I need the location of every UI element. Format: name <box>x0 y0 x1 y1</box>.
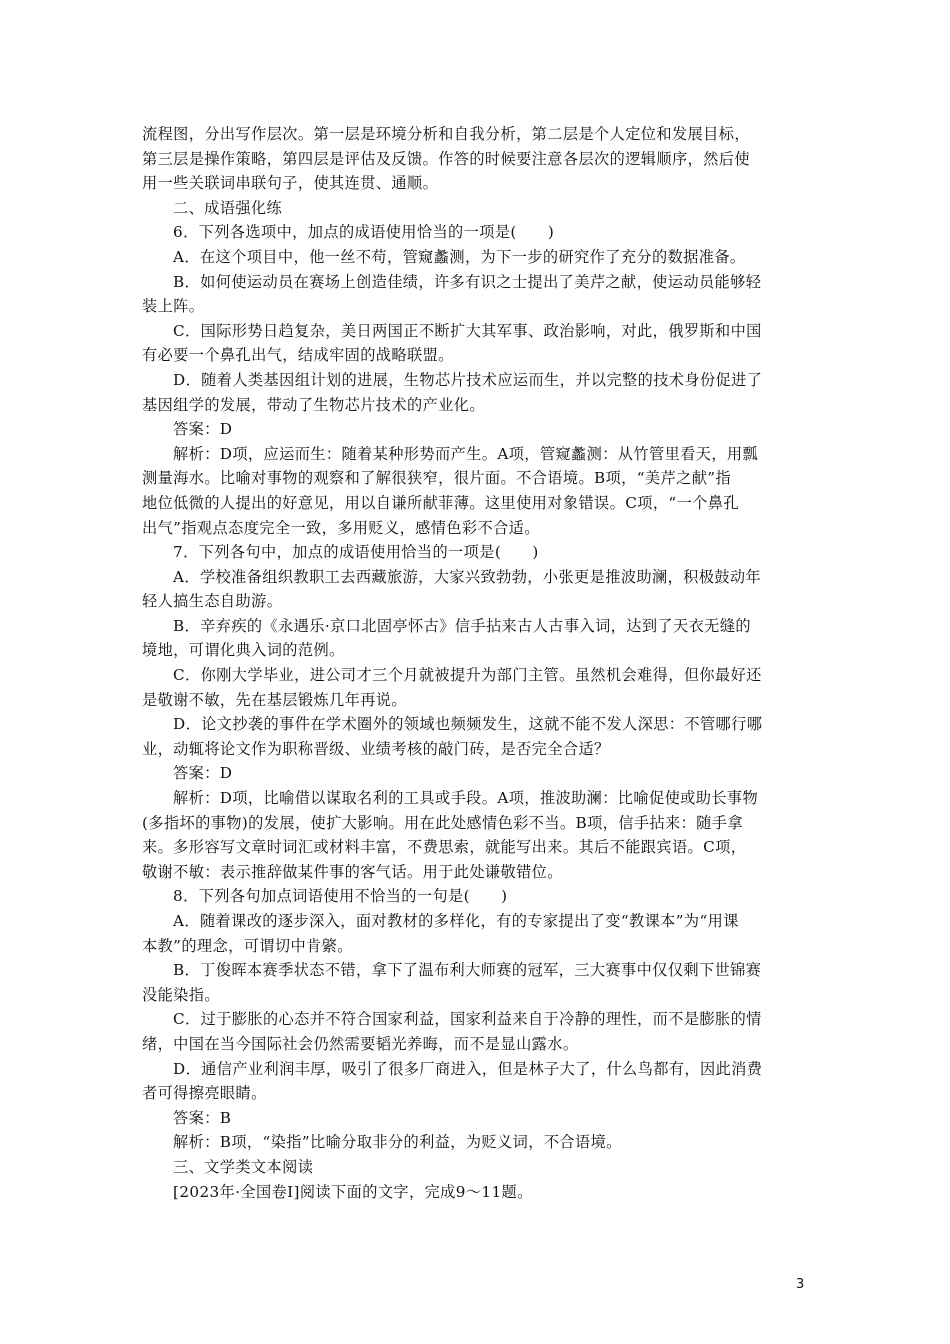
text-line: 地位低微的人提出的好意见，用以自谦所献菲薄。这里使用对象错误。C项，“一个鼻孔 <box>142 493 739 512</box>
text-line: 用一些关联词串联句子，使其连贯、通顺。 <box>142 174 439 193</box>
text-line: 答案：D <box>173 764 233 783</box>
text-line: 没能染指。 <box>142 985 220 1004</box>
text-line: 第三层是操作策略，第四层是评估及反馈。作答的时候要注意各层次的逻辑顺序，然后使 <box>142 149 750 168</box>
text-line: 敬谢不敏：表示推辞做某件事的客气话。用于此处谦敬错位。 <box>142 862 563 881</box>
text-line: 本教”的理念，可谓切中肯綮。 <box>142 936 353 955</box>
text-line: 来。多形容写文章时词汇或材料丰富，不费思索，就能写出来。其后不能跟宾语。C项， <box>142 838 747 857</box>
text-line: D．随着人类基因组计划的进展，生物芯片技术应运而生，并以完整的技术身份促进了 <box>173 370 763 389</box>
text-line: B．丁俊晖本赛季状态不错，拿下了温布利大师赛的冠军，三大赛事中仅仅剩下世锦赛 <box>173 961 762 980</box>
text-line: A．在这个项目中，他一丝不苟，管窥蠡测，为下一步的研究作了充分的数据准备。 <box>173 247 746 266</box>
text-line: 测量海水。比喻对事物的观察和了解很狭窄，很片面。不合语境。B项，“美芹之献”指 <box>142 469 732 488</box>
text-line: 是敬谢不敏，先在基层锻炼几年再说。 <box>142 690 407 709</box>
text-line: 二、成语强化练 <box>173 198 283 217</box>
text-line: D．通信产业利润丰厚，吸引了很多厂商进入，但是林子大了，什么鸟都有，因此消费 <box>173 1059 763 1078</box>
text-line: A．学校准备组织教职工去西藏旅游，大家兴致勃勃，小张更是推波助澜，积极鼓动年 <box>173 567 762 586</box>
text-line: 出气”指观点态度完全一致，多用贬义，感情色彩不合适。 <box>142 518 540 537</box>
text-line: 流程图，分出写作层次。第一层是环境分析和自我分析，第二层是个人定位和发展目标， <box>142 125 750 143</box>
text-line: 8．下列各句加点词语使用不恰当的一句是( ) <box>173 887 508 906</box>
text-line: 装上阵。 <box>142 297 205 316</box>
text-line: 6．下列各选项中，加点的成语使用恰当的一项是( ) <box>173 223 555 242</box>
text-line: 三、文学类文本阅读 <box>173 1157 314 1176</box>
text-line: 答案：B <box>173 1108 232 1127</box>
text-line: 境地，可谓化典入词的范例。 <box>142 641 345 660</box>
text-line: C．过于膨胀的心态并不符合国家利益，国家利益来自于冷静的理性，而不是膨胀的情 <box>173 1010 762 1029</box>
text-line: (多指坏的事物)的发展，使扩大影响。用在此处感情色彩不当。B项，信手拈来：随手拿 <box>142 813 743 832</box>
text-line: 解析：D项，比喻借以谋取名利的工具或手段。A项，推波助澜：比喻促使或助长事物 <box>173 789 759 808</box>
text-line: 者可得擦亮眼睛。 <box>142 1084 267 1103</box>
text-line: C．国际形势日趋复杂，美日两国正不断扩大其军事、政治影响，对此，俄罗斯和中国 <box>173 321 762 340</box>
text-line: 基因组学的发展，带动了生物芯片技术的产业化。 <box>142 395 485 414</box>
document-body <box>142 122 808 1204</box>
text-line: D．论文抄袭的事件在学术圈外的领域也频频发生，这就不能不发人深思：不管哪行哪 <box>173 715 763 734</box>
text-line: B．辛弃疾的《永遇乐·京口北固亭怀古》信手拈来古人古事入词，达到了天衣无缝的 <box>173 616 751 635</box>
text-line: 绪，中国在当今国际社会仍然需要韬光养晦，而不是显山露水。 <box>142 1034 579 1053</box>
text-line: 7．下列各句中，加点的成语使用恰当的一项是( ) <box>173 543 539 562</box>
text-line: B．如何使运动员在赛场上创造佳绩，许多有识之士提出了美芹之献，使运动员能够轻 <box>173 272 762 291</box>
page-number: 3 <box>796 1277 805 1292</box>
text-line: 业，动辄将论文作为职称晋级、业绩考核的敲门砖，是否完全合适？ <box>142 739 610 758</box>
text-line: 解析：B项，“染指”比喻分取非分的利益，为贬义词，不合语境。 <box>173 1133 622 1152</box>
text-line: 轻人搞生态自助游。 <box>142 592 283 611</box>
text-line: [2023年·全国卷Ⅰ]阅读下面的文字，完成9～11题。 <box>173 1182 533 1201</box>
text-line: 解析：D项，应运而生：随着某种形势而产生。A项，管窥蠡测：从竹管里看天，用瓢 <box>173 444 759 463</box>
text-line: 答案：D <box>173 420 233 439</box>
text-line: C．你刚大学毕业，进公司才三个月就被提升为部门主管。虽然机会难得，但你最好还 <box>173 666 762 685</box>
text-line: 有必要一个鼻孔出气，结成牢固的战略联盟。 <box>142 346 454 365</box>
text-line: A．随着课改的逐步深入，面对教材的多样化，有的专家提出了变“教课本”为“用课 <box>173 912 739 930</box>
